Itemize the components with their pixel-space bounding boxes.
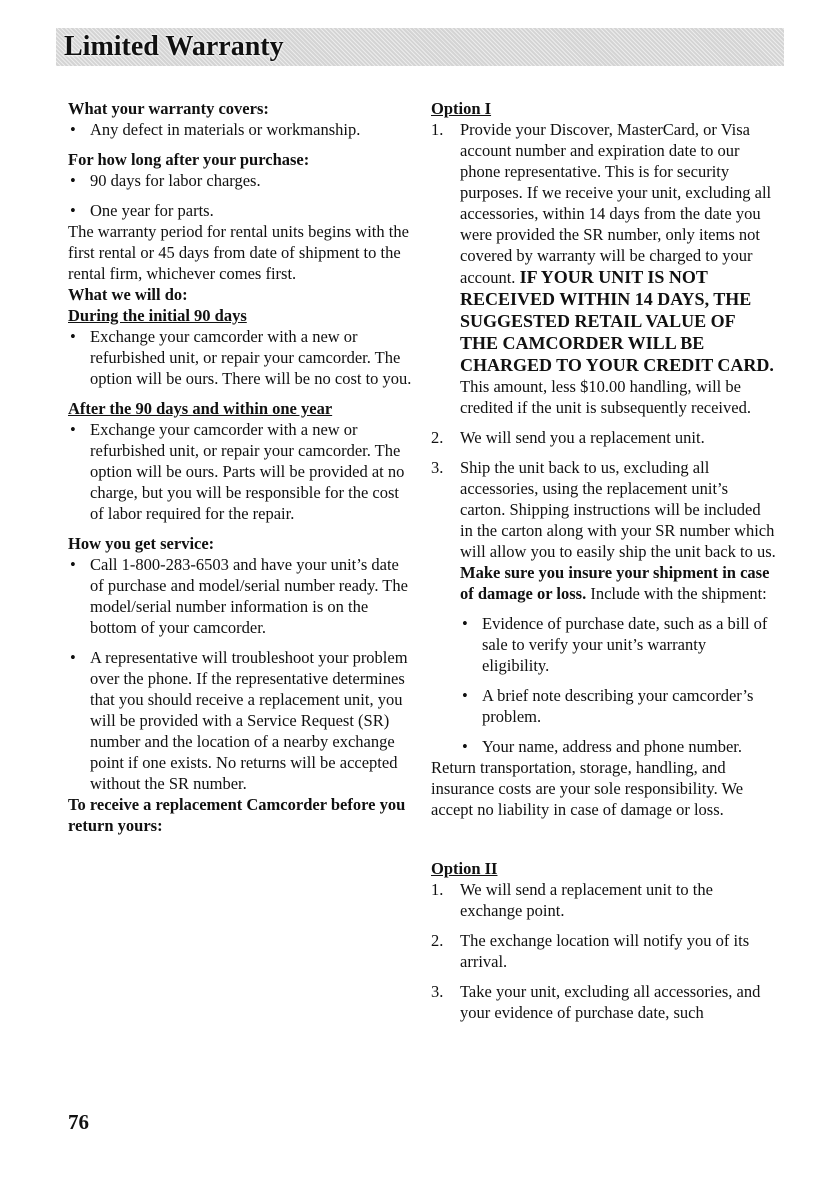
rental-note: The warranty period for rental units begins with the first rental or 45 days from date of shipment to the rental firm, whichever comes first. xyxy=(68,222,409,283)
item-number: 2. xyxy=(431,428,444,447)
item-number: 1. xyxy=(431,880,444,899)
bullet-icon: • xyxy=(70,648,76,667)
list-item: • One year for parts. xyxy=(70,201,214,220)
list-item: • Any defect in materials or workmanship. xyxy=(70,120,361,139)
after-period-heading: After the 90 days and within one year xyxy=(68,399,333,418)
page-title: Limited Warranty xyxy=(64,31,284,62)
credit-card-warning: IF YOUR UNIT IS NOT RECEIVED WITHIN 14 DAYS, THE SUGGESTED RETAIL VALUE OF THE CAMCORDER WILL BE CHARGED TO YOUR CREDIT CARD. xyxy=(460,267,774,375)
list-item: 3. Take your unit, excluding all accessories, and your evidence of purchase date, such xyxy=(431,982,761,1022)
list-item: • Evidence of purchase date, such as a bill of sale to verify your unit’s warranty eligibility. xyxy=(462,614,768,675)
insurance-warning: Make sure you insure your shipment in case of damage or loss. xyxy=(460,563,770,603)
list-item: 1. We will send a replacement unit to the exchange point. xyxy=(431,880,713,920)
list-item: • Exchange your camcorder with a new or refurbished unit, or repair your camcorder. The option will be ours. Parts will be provided at no charge, but you will be responsible for the cost of labor required for the repair. xyxy=(70,420,405,523)
what-we-do-heading: What we will do: xyxy=(68,285,188,304)
option-1-heading: Option I xyxy=(431,99,492,118)
list-item: • A brief note describing your camcorder’s problem. xyxy=(462,686,754,726)
covers-heading: What your warranty covers: xyxy=(68,99,269,118)
item-number: 3. xyxy=(431,458,444,477)
how-long-heading: For how long after your purchase: xyxy=(68,150,310,169)
bullet-icon: • xyxy=(462,686,468,705)
bullet-icon: • xyxy=(70,555,76,574)
list-item: 1. Provide your Discover, MasterCard, or Visa account number and expiration date to our phone representative. This is for security purposes. If we receive your unit, excluding all accessories, within 14 days from the date you were provided the SR number, only items not covered by warranty will be charged to your account. IF YOUR UNIT IS NOT RECEIVED WITHIN 14 DAYS, THE SUGGESTED RETAIL VALUE OF THE CAMCORDER WILL BE CHARGED TO YOUR CREDIT CARD. This amount, less $10.00 handling, will be credited if the unit is subsequently received. xyxy=(431,120,774,417)
item-number: 2. xyxy=(431,931,444,950)
list-item: • Exchange your camcorder with a new or refurbished unit, or repair your camcorder. The option will be ours. There will be no cost to you. xyxy=(70,327,412,388)
service-heading: How you get service: xyxy=(68,534,215,553)
bullet-icon: • xyxy=(70,120,76,139)
list-item: • Call 1-800-283-6503 and have your unit’s date of purchase and model/serial number ready. The model/serial number information is on the bottom of your camcorder. xyxy=(70,555,408,637)
list-item: 2. The exchange location will notify you of its arrival. xyxy=(431,931,750,971)
replacement-heading: To receive a replacement Camcorder before you return yours: xyxy=(68,795,406,835)
list-item: • A representative will troubleshoot your problem over the phone. If the representative determines that you should receive a replacement unit, you will be provided with a Service Request (SR) number and the location of a nearby exchange point if one exists. No returns will be accepted without the SR number. xyxy=(70,648,408,793)
left-column xyxy=(68,98,413,836)
item-number: 1. xyxy=(431,120,444,139)
bullet-icon: • xyxy=(462,737,468,756)
bullet-icon: • xyxy=(462,614,468,633)
option-2-heading: Option II xyxy=(431,859,498,878)
item-number: 3. xyxy=(431,982,444,1001)
bullet-icon: • xyxy=(70,327,76,346)
title-banner xyxy=(56,28,784,66)
bullet-icon: • xyxy=(70,171,76,190)
list-item: 3. Ship the unit back to us, excluding all accessories, using the replacement unit’s carton. Shipping instructions will be included in the carton along with your SR number which will allow you to easily ship the unit back to us. Make sure you insure your shipment in case of damage or loss. Include with the shipment: xyxy=(431,458,776,603)
initial-period-heading: During the initial 90 days xyxy=(68,306,247,325)
list-item: • Your name, address and phone number. xyxy=(462,737,742,756)
list-item: 2. We will send you a replacement unit. xyxy=(431,428,705,447)
bullet-icon: • xyxy=(70,420,76,439)
bullet-icon: • xyxy=(70,201,76,220)
right-column xyxy=(431,98,776,1032)
page-number: 76 xyxy=(68,1110,89,1134)
list-item: • 90 days for labor charges. xyxy=(70,171,261,190)
return-note: Return transportation, storage, handling, and insurance costs are your sole responsibility. We accept no liability in case of damage or loss. xyxy=(431,758,744,819)
